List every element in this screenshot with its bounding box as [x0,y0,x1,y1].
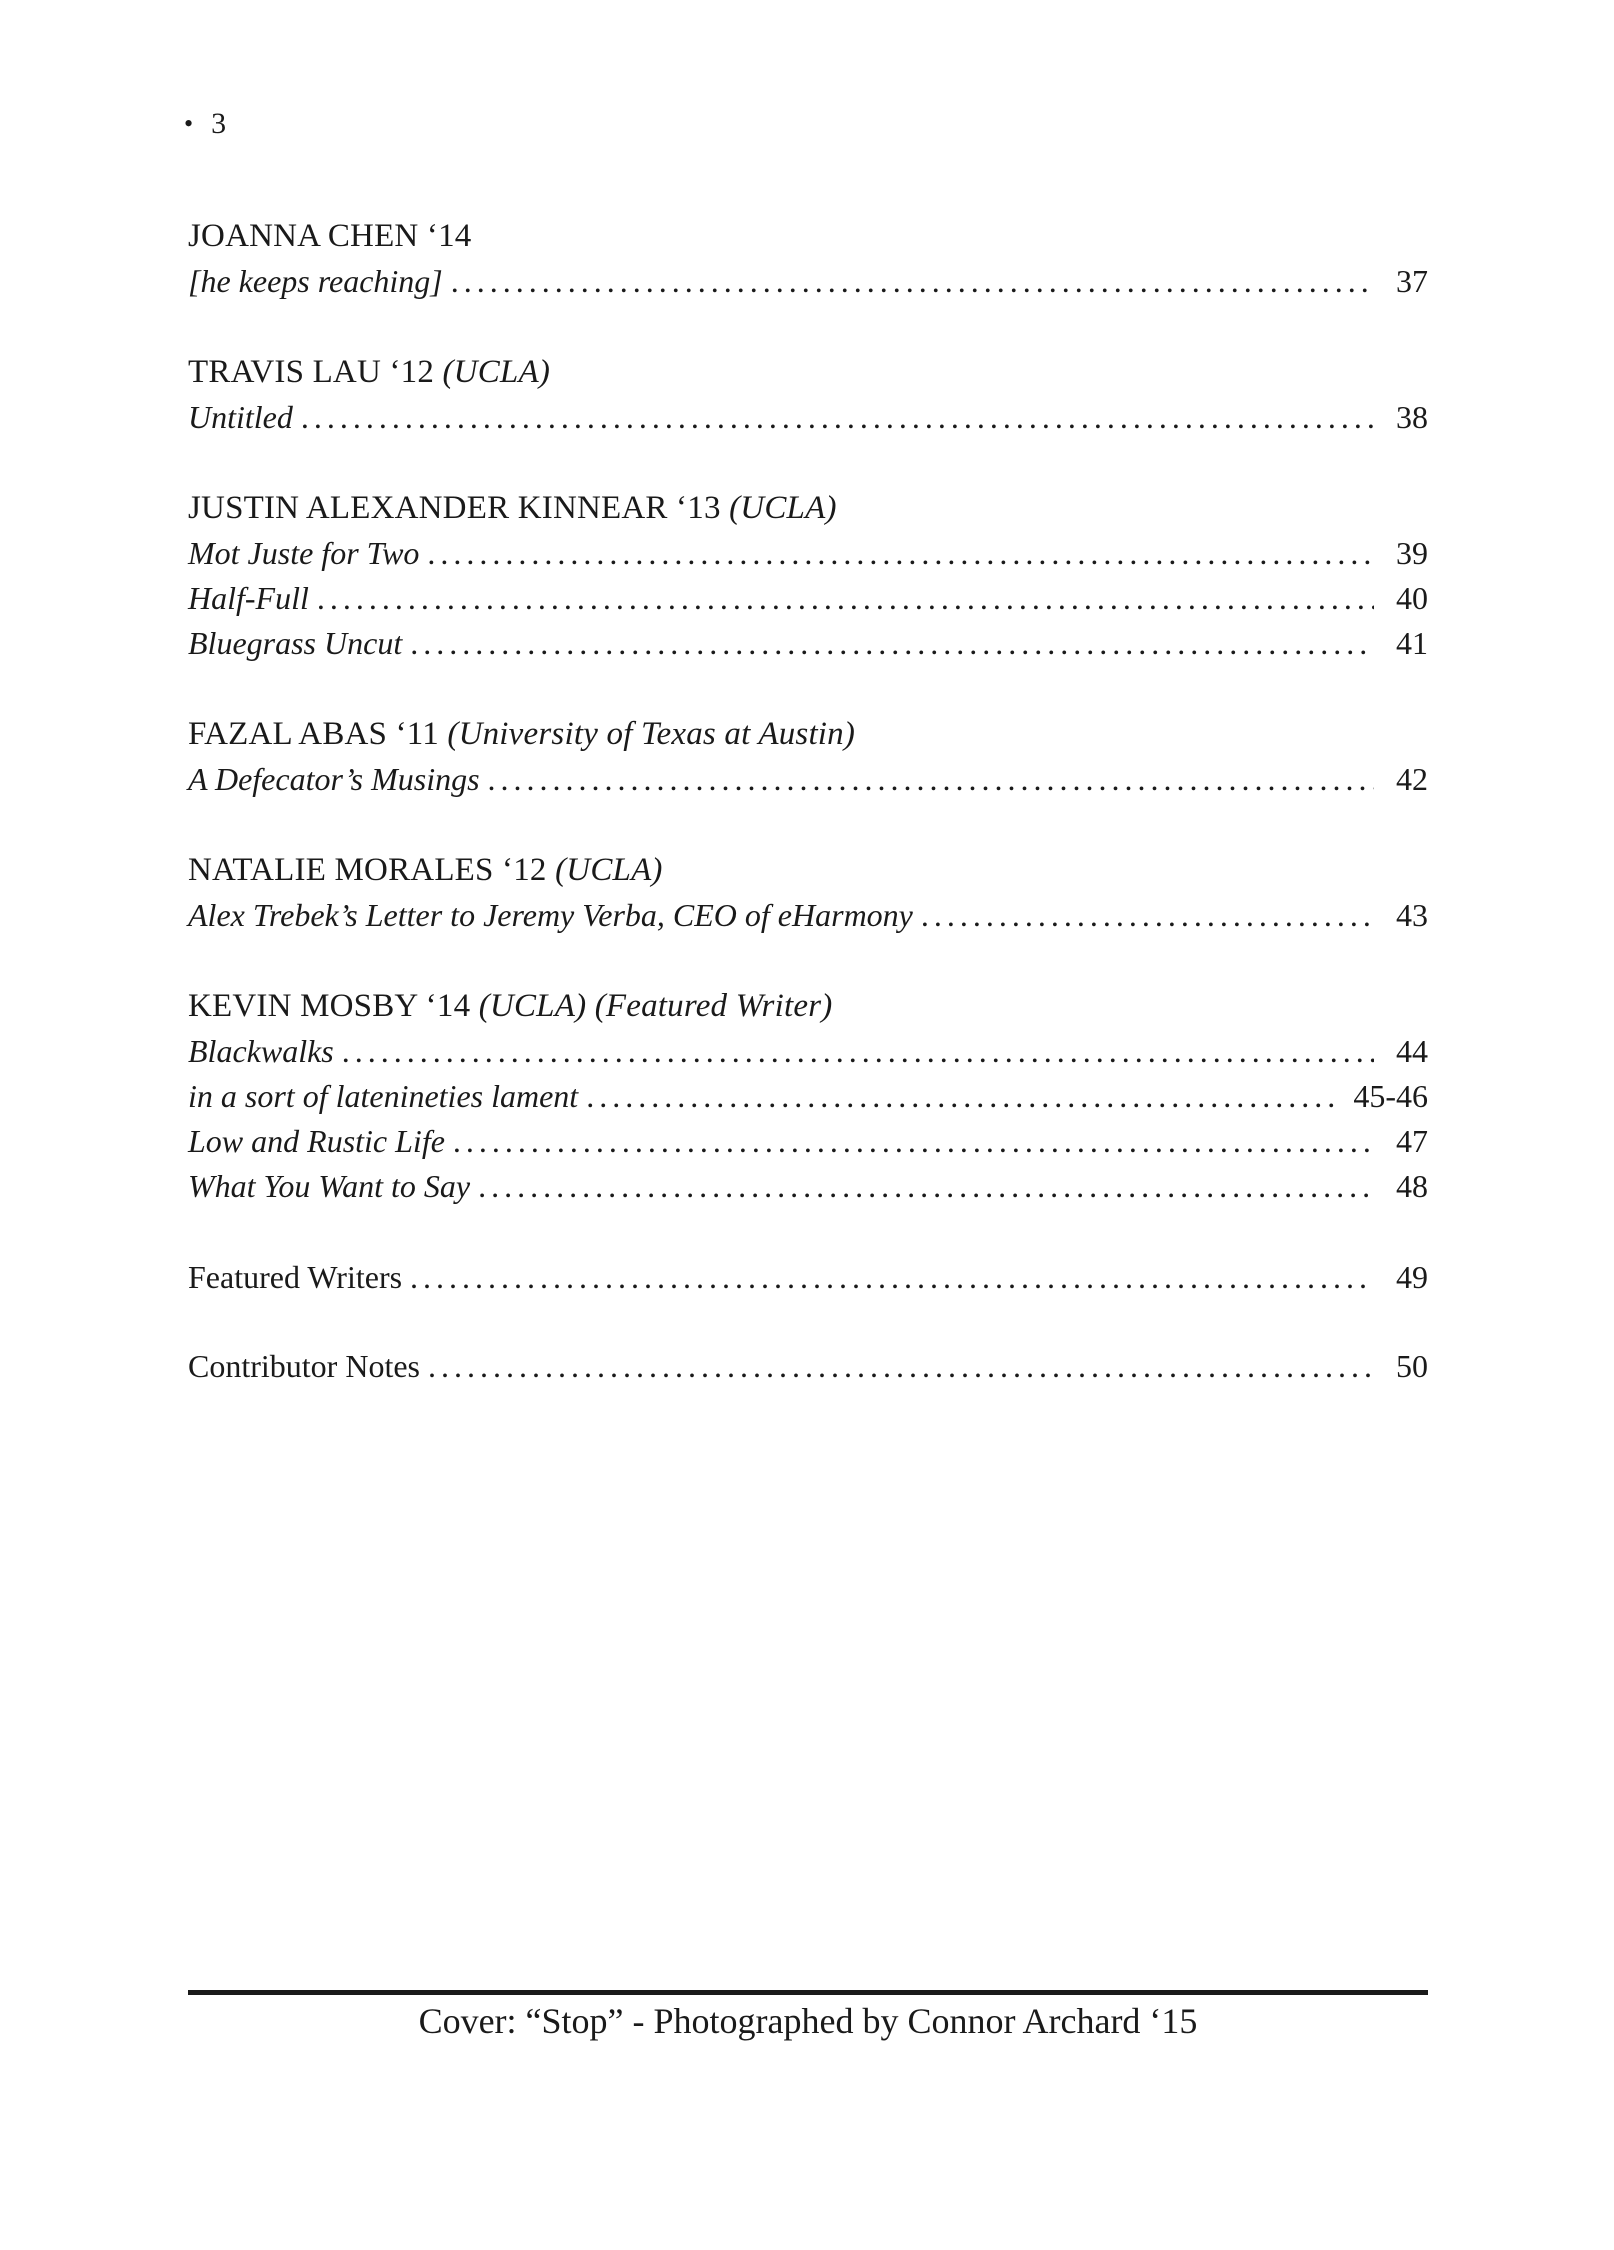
toc-entry[interactable] [188,259,1428,304]
entry-page: 41 [1396,625,1428,661]
toc-entry[interactable] [188,1119,1428,1164]
author-name: NATALIE MORALES ‘12 [188,852,547,888]
author-affiliation: (University of Texas at Austin) [447,716,856,752]
dot-leader [488,757,1374,802]
entry-title: Blackwalks [188,1033,334,1069]
entry-title: Half-Full [188,580,309,616]
entry-page: 40 [1396,580,1428,616]
toc-entry[interactable] [188,531,1428,576]
toc-section-kevin-mosby [188,984,1428,1209]
author-heading [188,214,1428,259]
entry-page: 48 [1396,1168,1428,1204]
author-heading [188,712,1428,757]
toc-entry[interactable] [188,1255,1428,1300]
dot-leader [453,1119,1374,1164]
dot-leader [410,621,1374,666]
author-name: TRAVIS LAU ‘12 [188,354,435,390]
author-heading [188,848,1428,893]
author-affiliation: (UCLA) [555,852,663,888]
toc-entry[interactable] [188,576,1428,621]
cover-credit: Cover: “Stop” - Photographed by Connor Archard ‘15 [418,2001,1198,2041]
dot-leader [317,576,1374,621]
entry-page: 38 [1396,399,1428,435]
author-heading [188,486,1428,531]
footer-divider [188,1990,1428,1995]
dot-leader [342,1029,1374,1074]
toc-section-natalie-morales [188,848,1428,938]
author-heading [188,350,1428,395]
toc-section-travis-lau [188,350,1428,440]
entry-title: Untitled [188,399,293,435]
entry-title: Low and Rustic Life [188,1123,445,1159]
toc-section-featured-writers [188,1255,1428,1300]
entry-page: 50 [1396,1348,1428,1384]
toc-section-contributor-notes [188,1344,1428,1389]
table-of-contents [188,214,1428,1433]
entry-page: 37 [1396,263,1428,299]
toc-section-fazal-abas [188,712,1428,802]
entry-page: 47 [1396,1123,1428,1159]
toc-entry[interactable] [188,1029,1428,1074]
entry-page: 49 [1396,1259,1428,1295]
entry-page: 45-46 [1353,1078,1428,1114]
dot-leader [427,531,1374,576]
toc-entry[interactable] [188,1344,1428,1389]
toc-entry[interactable] [188,1074,1428,1119]
entry-title: Bluegrass Uncut [188,625,403,661]
dot-leader [301,395,1374,440]
entry-title: Mot Juste for Two [188,535,420,571]
author-name: JUSTIN ALEXANDER KINNEAR ‘13 [188,490,721,526]
entry-title: Alex Trebek’s Letter to Jeremy Verba, CEO of eHarmony [188,897,913,933]
toc-entry[interactable] [188,1164,1428,1209]
dot-leader [410,1255,1374,1300]
entry-title: A Defecator’s Musings [188,761,480,797]
entry-title: in a sort of latenineties lament [188,1078,579,1114]
dot-leader [478,1164,1374,1209]
entry-page: 43 [1396,897,1428,933]
page-number-marker [184,104,226,144]
dot-leader [428,1344,1374,1389]
bullet-icon: • [184,109,194,138]
dot-leader [921,893,1374,938]
entry-page: 39 [1396,535,1428,571]
author-affiliation: (UCLA) [442,354,551,390]
dot-leader [586,1074,1339,1119]
author-affiliation: (UCLA) [729,490,837,526]
page-number: 3 [211,107,227,140]
toc-entry[interactable] [188,893,1428,938]
entry-title: Contributor Notes [188,1348,420,1384]
author-name: KEVIN MOSBY ‘14 [188,988,471,1024]
author-name: FAZAL ABAS ‘11 [188,716,439,752]
author-affiliation: (UCLA) (Featured Writer) [478,988,833,1024]
toc-section-joanna-chen [188,214,1428,304]
dot-leader [451,259,1374,304]
toc-section-justin-alexander-kinnear [188,486,1428,666]
toc-entry[interactable] [188,757,1428,802]
entry-title: [he keeps reaching] [188,263,443,299]
author-heading [188,984,1428,1029]
entry-title: What You Want to Say [188,1168,471,1204]
toc-entry[interactable] [188,395,1428,440]
entry-title: Featured Writers [188,1259,403,1295]
toc-entry[interactable] [188,621,1428,666]
author-name: JOANNA CHEN ‘14 [188,218,472,254]
entry-page: 44 [1396,1033,1428,1069]
entry-page: 42 [1396,761,1428,797]
